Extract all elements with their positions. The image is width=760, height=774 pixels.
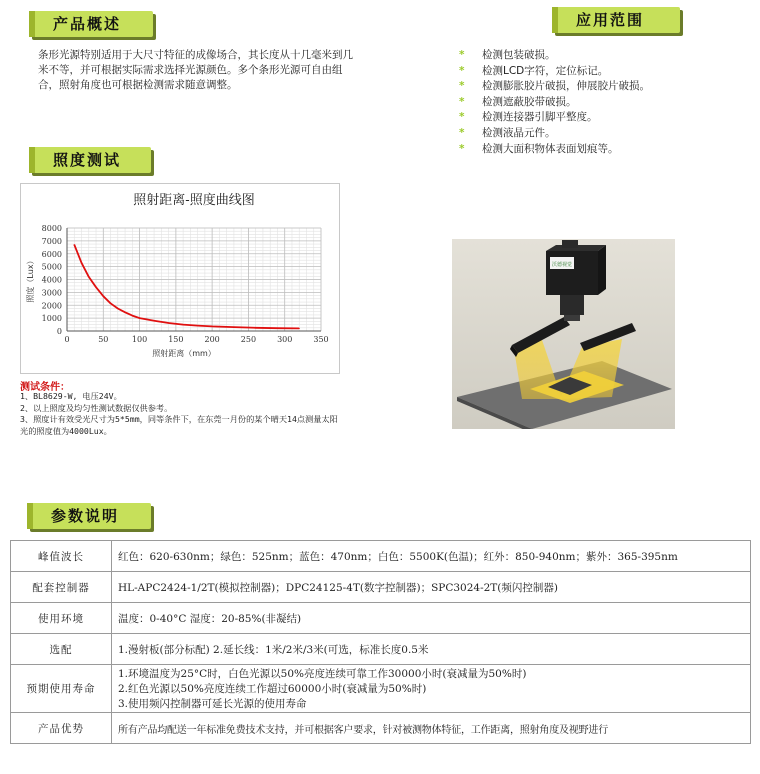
table-row (11, 634, 751, 665)
camera-lens (560, 295, 584, 315)
x-tick-label: 250 (240, 335, 257, 344)
condition-line: 3、照度计有效受光尺寸为5*5mm，同等条件下，在东莞一月份的某个晴天14点测量太阳光的照度值为4000Lux。 (20, 414, 338, 436)
data-point (139, 318, 140, 319)
data-point (255, 327, 256, 328)
application-item: * 检测大面积物体表面划痕等。 (459, 142, 619, 155)
x-axis-label: 照射距离（mm） (152, 349, 216, 358)
y-tick-label: 0 (56, 327, 62, 336)
overview-title: 产品概述 (29, 11, 153, 37)
table-row (11, 541, 751, 572)
param-key: 选配 (11, 634, 112, 665)
y-tick-label: 8000 (41, 224, 62, 233)
data-point (197, 325, 198, 326)
param-value (112, 665, 751, 713)
data-point (88, 276, 89, 277)
param-value: 所有产品均配送一年标准免费技术支持，并可根据客户要求，针对被测物体特征，工作距离，照射角度及视野进行 (112, 713, 751, 744)
y-tick-label: 2000 (41, 301, 62, 311)
y-tick-label: 6000 (41, 249, 62, 259)
lifetime-line: 3.使用频闪控制器可延长光源的使用寿命 (118, 698, 307, 710)
y-axis-label: 照度（Lux） (26, 256, 35, 303)
application-item: * 检测液晶元件。 (459, 126, 556, 139)
data-point (183, 324, 184, 325)
applications-title: 应用范围 (552, 7, 680, 33)
table-row (11, 572, 751, 603)
y-tick-label: 7000 (41, 236, 62, 246)
param-value: HL-APC2424-1/2T(模拟控制器)；DPC24125-4T(数字控制器)；SPC3024-2T(频闪控制器) (112, 572, 751, 603)
data-point (110, 303, 111, 304)
condition-line: 2、以上照度及均匀性测试数据仅供参考。 (20, 402, 173, 413)
params-table (10, 540, 751, 744)
conditions-title: 测试条件： (20, 382, 70, 393)
param-key: 峰值波长 (11, 541, 112, 572)
param-key: 使用环境 (11, 603, 112, 634)
data-point (81, 262, 82, 263)
param-key: 产品优势 (11, 713, 112, 744)
y-tick-label: 1000 (41, 314, 62, 324)
param-key: 配套控制器 (11, 572, 112, 603)
product-photo (452, 239, 675, 429)
data-point (117, 308, 118, 309)
data-point (153, 320, 154, 321)
application-item: * 检测包装破损。 (459, 49, 556, 61)
x-tick-label: 50 (98, 335, 109, 344)
table-row (11, 665, 751, 713)
application-item: * 检测膨胀胶片破损，伸展胶片破损。 (459, 80, 650, 93)
y-tick-label: 3000 (41, 288, 62, 298)
data-point (212, 326, 213, 327)
chart-title: 照射距离-照度曲线图 (133, 193, 255, 208)
param-value: 温度：0-40°C 湿度：20-85%(非凝结) (112, 603, 751, 634)
y-tick-label: 4000 (41, 275, 62, 285)
overview-text: 条形光源特别适用于大尺寸特征的成像场合，其长度从十几毫米到几米不等，并可根据实际需求选择光源颜色。多个条形光源可自由组合，照射角度也可根据检测需求随意调整。 (38, 49, 353, 91)
applications-list (456, 48, 650, 157)
x-tick-label: 300 (277, 335, 293, 344)
x-tick-label: 100 (131, 335, 148, 344)
data-point (299, 328, 300, 329)
illuminance-chart (20, 183, 340, 374)
x-tick-label: 200 (204, 335, 220, 344)
data-point (103, 296, 104, 297)
data-point (74, 244, 75, 245)
application-item: * 检测连接器引脚平整度。 (459, 111, 598, 124)
param-key: 预期使用寿命 (11, 665, 112, 713)
data-point (95, 287, 96, 288)
illuminance-title: 照度测试 (29, 147, 151, 173)
lifetime-line: 2.红色光源以50%亮度连续工作超过60000小时(衰减量为50%时) (118, 683, 427, 695)
conditions-text (20, 391, 340, 437)
x-tick-label: 0 (64, 335, 70, 344)
params-title: 参数说明 (27, 503, 151, 529)
y-tick-label: 5000 (41, 262, 62, 272)
lifetime-line: 1.环境温度为25°C时，白色光源以50%亮度连续可靠工作30000小时(衰减量为50%时) (118, 668, 527, 680)
table-row (11, 713, 751, 744)
application-item: * 检测LCD字符，定位标记。 (459, 64, 609, 77)
param-value: 红色：620-630nm；绿色：525nm；蓝色：470nm；白色：5500K(色温)；红外：850-940nm；紫外：365-395nm (112, 541, 751, 572)
data-point (277, 328, 278, 329)
data-point (124, 312, 125, 313)
table-row (11, 603, 751, 634)
chart-svg (21, 184, 339, 373)
data-point (132, 315, 133, 316)
x-tick-label: 150 (168, 335, 184, 344)
condition-line: 1、BL8629-W, 电压24V。 (20, 391, 122, 401)
param-value: 1.漫射板(部分标配) 2.延长线：1米/2米/3米(可选，标准长度0.5米 (112, 634, 751, 665)
application-item: * 检测遮蔽胶带破损。 (459, 95, 577, 108)
x-tick-label: 350 (313, 335, 329, 344)
data-point (233, 327, 234, 328)
data-point (168, 322, 169, 323)
camera-label: 沃德视觉 (551, 262, 573, 268)
